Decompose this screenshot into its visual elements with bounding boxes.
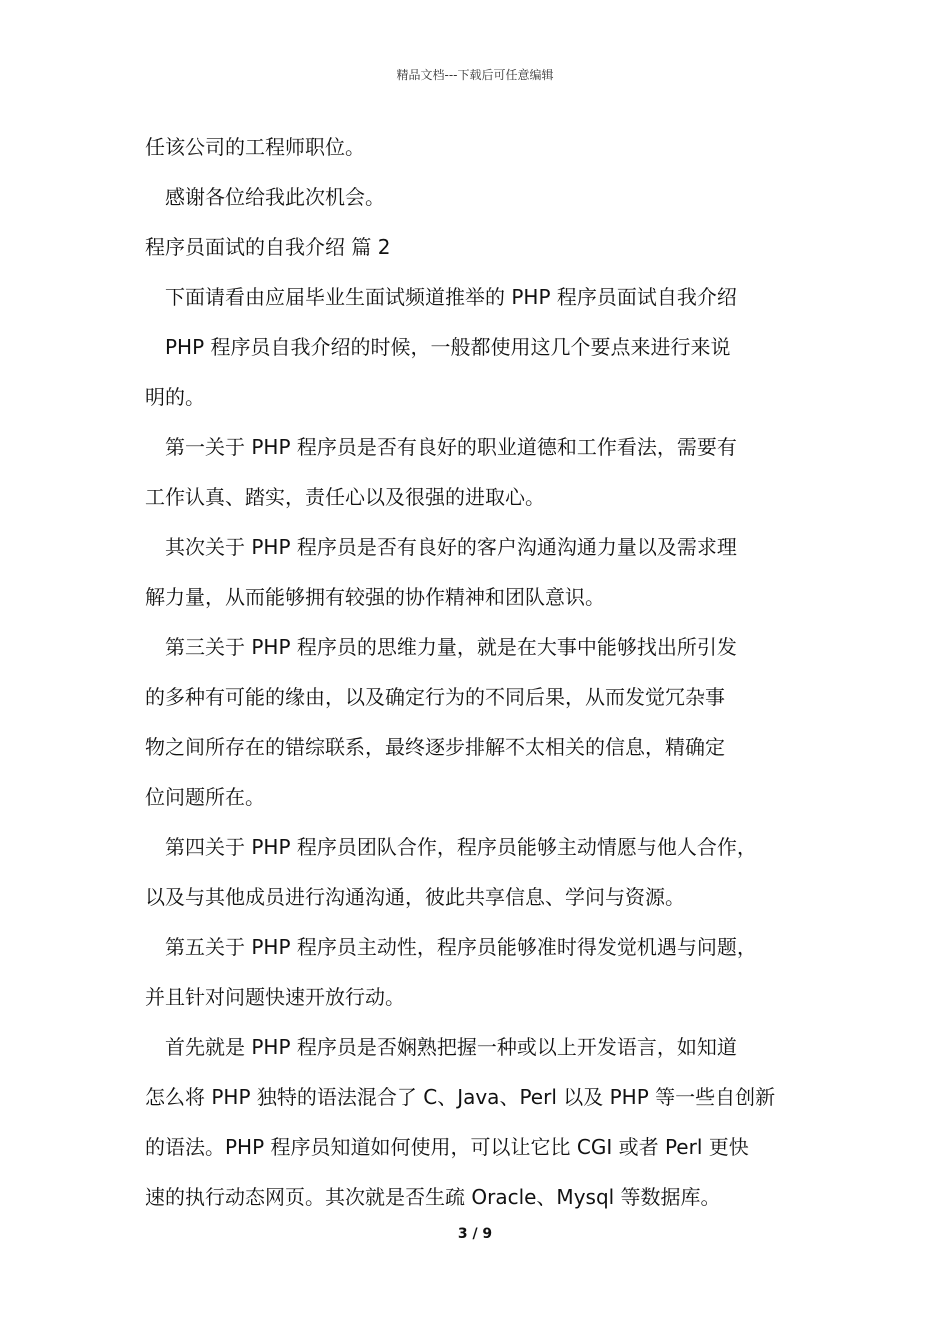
text-line: 第五关于 PHP 程序员主动性，程序员能够准时得发觉机遇与问题， [145, 935, 757, 959]
text-line: PHP 程序员自我介绍的时候，一般都使用这几个要点来进行来说 [145, 335, 731, 359]
text-line: 物之间所存在的错综联系，最终逐步排解不太相关的信息，精确定 [145, 735, 725, 759]
text-line: 任该公司的工程师职位。 [145, 135, 365, 159]
text-line: 怎么将 PHP 独特的语法混合了 C、Java、Perl 以及 PHP 等一些自创新 [145, 1085, 776, 1109]
section-heading: 程序员面试的自我介绍 篇 2 [145, 235, 391, 259]
text-line: 第一关于 PHP 程序员是否有良好的职业道德和工作看法，需要有 [145, 435, 737, 459]
text-line: 并且针对问题快速开放行动。 [145, 985, 405, 1009]
text-line: 明的。 [145, 385, 205, 409]
text-line: 感谢各位给我此次机会。 [145, 185, 385, 209]
text-line: 的语法。PHP 程序员知道如何使用，可以让它比 CGI 或者 Perl 更快 [145, 1135, 749, 1159]
text-line: 其次关于 PHP 程序员是否有良好的客户沟通沟通力量以及需求理 [145, 535, 737, 559]
text-line: 首先就是 PHP 程序员是否娴熟把握一种或以上开发语言，如知道 [145, 1035, 737, 1059]
text-line: 解力量，从而能够拥有较强的协作精神和团队意识。 [145, 585, 605, 609]
text-line: 的多种有可能的缘由，以及确定行为的不同后果，从而发觉冗杂事 [145, 685, 725, 709]
text-line: 第三关于 PHP 程序员的思维力量，就是在大事中能够找出所引发 [145, 635, 737, 659]
text-line: 工作认真、踏实，责任心以及很强的进取心。 [145, 485, 545, 509]
text-line: 位问题所在。 [145, 785, 265, 809]
text-line: 第四关于 PHP 程序员团队合作，程序员能够主动情愿与他人合作， [145, 835, 757, 859]
page-header: 精品文档---下载后可任意编辑 [396, 68, 554, 82]
text-line: 以及与其他成员进行沟通沟通，彼此共享信息、学问与资源。 [145, 885, 685, 909]
text-line: 速的执行动态网页。其次就是否生疏 Oracle、Mysql 等数据库。 [145, 1185, 721, 1209]
text-line: 下面请看由应届毕业生面试频道推举的 PHP 程序员面试自我介绍 [145, 285, 737, 309]
page-number: 3 / 9 [457, 1226, 493, 1242]
